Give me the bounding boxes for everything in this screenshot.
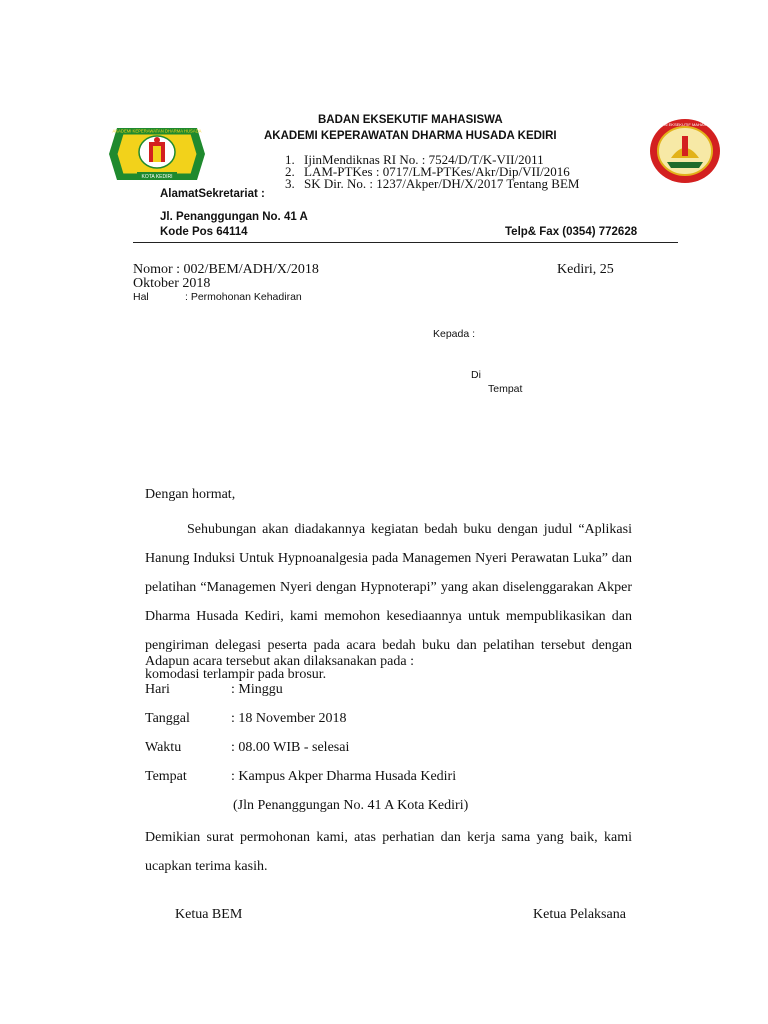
event-place-address: (Jln Penanggungan No. 41 A Kota Kediri)	[233, 798, 469, 813]
permit-item-1: IjinMendiknas RI No. : 7524/D/T/K-VII/2011	[304, 152, 544, 167]
permit-number-1: 1.	[285, 152, 295, 167]
paragraph-line: pengiriman delegasi peserta pada acara bedah buku dan pelatihan tersebut dengan	[145, 638, 632, 653]
secretariat-postcode: Kode Pos 64114	[160, 226, 248, 238]
bem-emblem-icon	[649, 118, 721, 184]
signature-right-title: Ketua Pelaksana	[533, 907, 626, 922]
event-time-value: : 08.00 WIB - selesai	[231, 740, 350, 755]
subject-value: : Permohonan Kehadiran	[185, 291, 302, 303]
secretariat-label: AlamatSekretariat :	[160, 188, 265, 200]
paragraph-line: komodasi terlampir pada brosur.	[145, 667, 327, 682]
paragraph-line: Sehubungan akan diadakannya kegiatan bedah buku dengan judul “Aplikasi	[187, 522, 632, 537]
paragraph-line: Hanung Induksi Untuk Hypnoanalgesia pada Managemen Nyeri Perawatan Luka” dan	[145, 551, 632, 566]
event-intro: Adapun acara tersebut akan dilaksanakan pada :	[145, 654, 414, 669]
left-logo-ring-text: AKADEMI KEPERAWATAN DHARMA HUSADA	[112, 128, 202, 134]
subject-label: Hal	[133, 291, 149, 303]
recipient-di: Di	[471, 369, 481, 381]
event-place-label: Tempat	[145, 769, 187, 784]
event-day-value: : Minggu	[231, 682, 283, 697]
letterhead-divider	[133, 242, 678, 243]
permit-item-2: LAM-PTKes : 0717/LM-PTKes/Akr/Dip/VII/2016	[304, 164, 570, 179]
closing-line: ucapkan terima kasih.	[145, 859, 268, 874]
permit-item-3: SK Dir. No. : 1237/Akper/DH/X/2017 Tentang BEM	[304, 176, 580, 191]
letter-date-part1: Kediri, 25	[557, 262, 614, 277]
org-name-line2: AKADEMI KEPERAWATAN DHARMA HUSADA KEDIRI	[264, 130, 557, 142]
secretariat-phone: Telp& Fax (0354) 772628	[505, 226, 638, 238]
closing-line: Demikian surat permohonan kami, atas perhatian dan kerja sama yang baik, kami	[145, 830, 632, 845]
recipient-kepada: Kepada :	[433, 328, 476, 340]
closing-paragraph	[145, 823, 632, 881]
salutation: Dengan hormat,	[145, 487, 236, 502]
recipient-tempat: Tempat	[488, 383, 523, 395]
paragraph-line: pelatihan “Managemen Nyeri dengan Hypnoterapi” yang akan diselenggarakan Akper	[145, 580, 632, 595]
signature-left-title: Ketua BEM	[175, 907, 243, 922]
org-name-line1: BADAN EKSEKUTIF MAHASISWA	[318, 114, 503, 126]
event-date-label: Tanggal	[145, 711, 190, 726]
left-logo-bottom-text: KOTA KEDIRI	[141, 174, 173, 180]
letter-date-part2: Oktober 2018	[133, 276, 211, 291]
akper-dharma-logo-icon	[107, 122, 207, 186]
event-date-value: : 18 November 2018	[231, 711, 347, 726]
paragraph-line: Dharma Husada Kediri, kami memohon kesediaannya untuk mempublikasikan dan	[145, 609, 632, 624]
permit-number-2: 2.	[285, 164, 295, 179]
event-time-label: Waktu	[145, 740, 182, 755]
event-place-value: : Kampus Akper Dharma Husada Kediri	[231, 769, 457, 784]
event-day-label: Hari	[145, 682, 170, 697]
letter-number: Nomor : 002/BEM/ADH/X/2018	[133, 262, 319, 277]
permit-number-3: 3.	[285, 176, 295, 191]
secretariat-address: Jl. Penanggungan No. 41 A	[160, 211, 308, 223]
right-logo-ring-text: BADAN EKSEKUTIF MAHASISWA	[653, 122, 717, 127]
